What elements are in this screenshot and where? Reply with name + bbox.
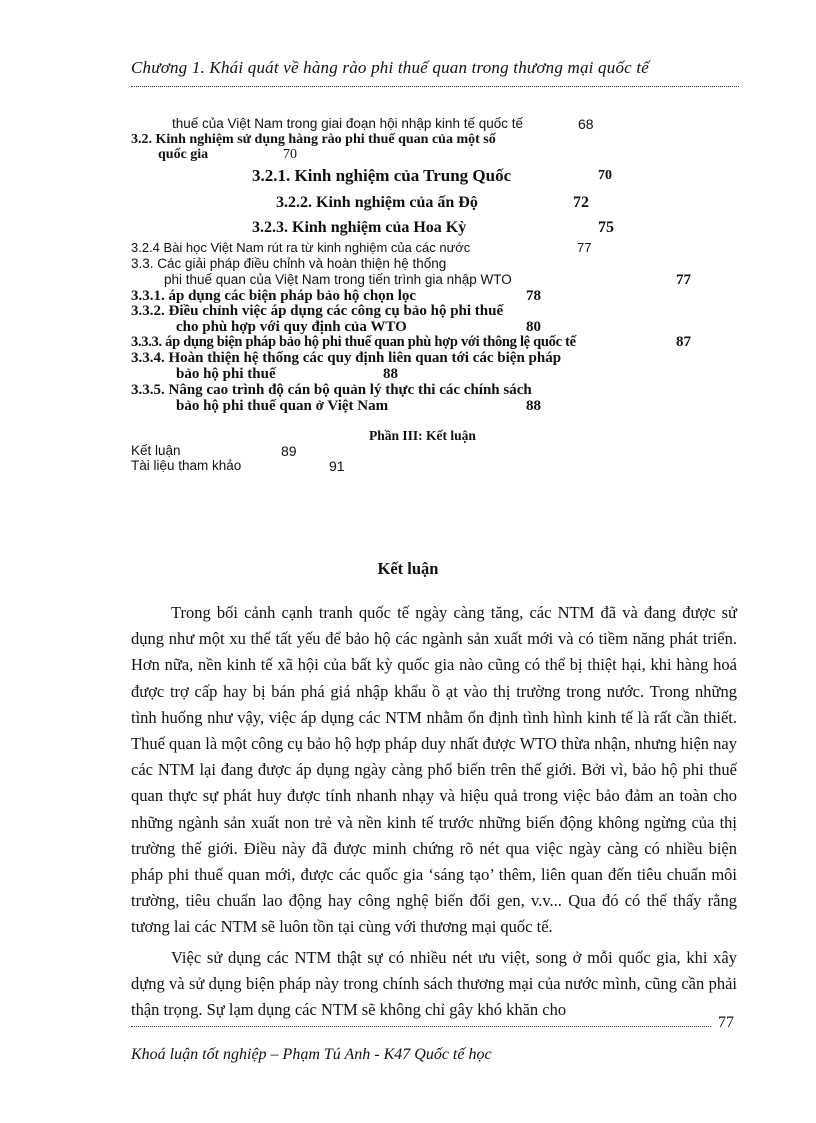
part-title: Phần III: Kết luận bbox=[369, 428, 476, 443]
toc-item: 3.2.4 Bài học Việt Nam rút ra từ kinh nghiệm của các nước bbox=[131, 240, 471, 255]
toc-item: 3.3.2. Điều chỉnh việc áp dụng các công cụ bảo hộ phi thuế bbox=[131, 303, 504, 319]
toc-page: 70 bbox=[283, 147, 297, 162]
toc-item: 3.3.3. áp dụng biện pháp bảo hộ phi thuế quan phù hợp với thông lệ quốc tế bbox=[131, 334, 576, 350]
toc-item: bảo hộ phi thuế bbox=[176, 366, 276, 382]
toc-item-references: Tài liệu tham khảo bbox=[131, 458, 242, 473]
toc-item-conclusion: Kết luận bbox=[131, 443, 181, 458]
toc-item: 3.2.1. Kinh nghiệm của Trung Quốc bbox=[252, 166, 512, 185]
toc-page: 88 bbox=[526, 398, 541, 414]
toc-item: quốc gia bbox=[158, 147, 209, 162]
running-footer: Khoá luận tốt nghiệp – Phạm Tú Anh - K47 Quốc tế học bbox=[131, 1046, 492, 1063]
toc-page: 75 bbox=[598, 219, 614, 236]
section-heading: Kết luận bbox=[377, 559, 439, 578]
toc-page: 78 bbox=[526, 288, 541, 304]
toc-page: 77 bbox=[676, 272, 691, 288]
paragraph: Trong bối cảnh cạnh tranh quốc tế ngày càng tăng, các NTM đã và đang được sử dụng như một xu thế tất yếu để bảo hộ các ngành sản xuất mới và có tiềm năng phát triển. Hơn nữa, nền kinh tế xã hội của bất kỳ quốc gia nào cũng có thể bị thiệt hại, khi hàng hoá được trợ cấp hay bị bán phá giá nhập khẩu ồ ạt vào thị trường trong nước. Trong những tình huống như vậy, việc áp dụng các NTM nhằm ổn định tình hình kinh tế là rất cần thiết. Thuế quan là một công cụ bảo hộ hợp pháp duy nhất được WTO thừa nhận, nhưng hiện nay các NTM lại đang được áp dụng ngày càng phổ biến trên thế giới. Bởi vì, bảo hộ phi thuế quan thực sự phát huy được tính nhanh nhạy và hiệu quả trong việc bảo đảm an toàn cho những ngành sản xuất non trẻ và nền kinh tế trước những biến động không ngừng của thị trường thế giới. Điều này đã được minh chứng rõ nét qua việc ngày càng có nhiều biện pháp phi thuế quan mới, được các quốc gia ‘sáng tạo’ thêm, liên quan đến tiêu chuẩn môi trường, tiêu chuẩn lao động hay công nghệ biến đổi gen, v.v... Qua đó có thể thấy rằng tương lai các NTM sẽ luôn tồn tại cùng với thương mại quốc tế. bbox=[131, 603, 737, 937]
toc-page: 89 bbox=[281, 443, 297, 459]
toc-page: 80 bbox=[526, 319, 541, 335]
toc-item: 3.3. Các giải pháp điều chỉnh và hoàn thiện hệ thống bbox=[131, 256, 447, 271]
toc-item: bảo hộ phi thuế quan ở Việt Nam bbox=[176, 398, 389, 414]
toc-item: thuế của Việt Nam trong giai đoạn hội nhập kinh tế quốc tế bbox=[172, 116, 523, 131]
toc-page: 87 bbox=[676, 334, 691, 350]
toc-item: cho phù hợp với quy định của WTO bbox=[176, 319, 407, 335]
toc-page: 68 bbox=[578, 116, 594, 132]
toc-item: phi thuế quan của Việt Nam trong tiến trình gia nhập WTO bbox=[164, 272, 512, 287]
toc-item: 3.3.5. Nâng cao trình độ cán bộ quản lý thực thi các chính sách bbox=[131, 382, 532, 398]
header-rule bbox=[131, 86, 739, 87]
toc-item: 3.3.1. áp dụng các biện pháp bảo hộ chọn lọc bbox=[131, 288, 417, 304]
toc-page: 77 bbox=[577, 240, 592, 255]
paragraph: Việc sử dụng các NTM thật sự có nhiều nét ưu việt, song ở mỗi quốc gia, khi xây dựng và sử dụng biện pháp này trong chính sách thương mại của nước mình, cũng cần phải thận trọng. Sự lạm dụng các NTM sẽ không chỉ gây khó khăn cho bbox=[131, 947, 737, 1020]
toc-page: 72 bbox=[573, 194, 589, 211]
toc-item: 3.2. Kinh nghiệm sử dụng hàng rào phi thuế quan của một số bbox=[131, 132, 496, 147]
running-header: Chương 1. Khái quát về hàng rào phi thuế quan trong thương mại quốc tế bbox=[131, 58, 650, 77]
footer-rule bbox=[131, 1026, 711, 1027]
toc-page: 91 bbox=[329, 458, 345, 474]
toc-item: 3.2.3. Kinh nghiệm của Hoa Kỳ bbox=[252, 219, 467, 236]
toc-item: 3.2.2. Kinh nghiệm của ấn Độ bbox=[276, 194, 478, 211]
body-text bbox=[131, 600, 737, 1023]
toc-item: 3.3.4. Hoàn thiện hệ thống các quy định liên quan tới các biện pháp bbox=[131, 350, 562, 366]
page-number: 77 bbox=[718, 1014, 734, 1031]
toc-page: 88 bbox=[383, 366, 398, 382]
toc-page: 70 bbox=[598, 168, 612, 183]
